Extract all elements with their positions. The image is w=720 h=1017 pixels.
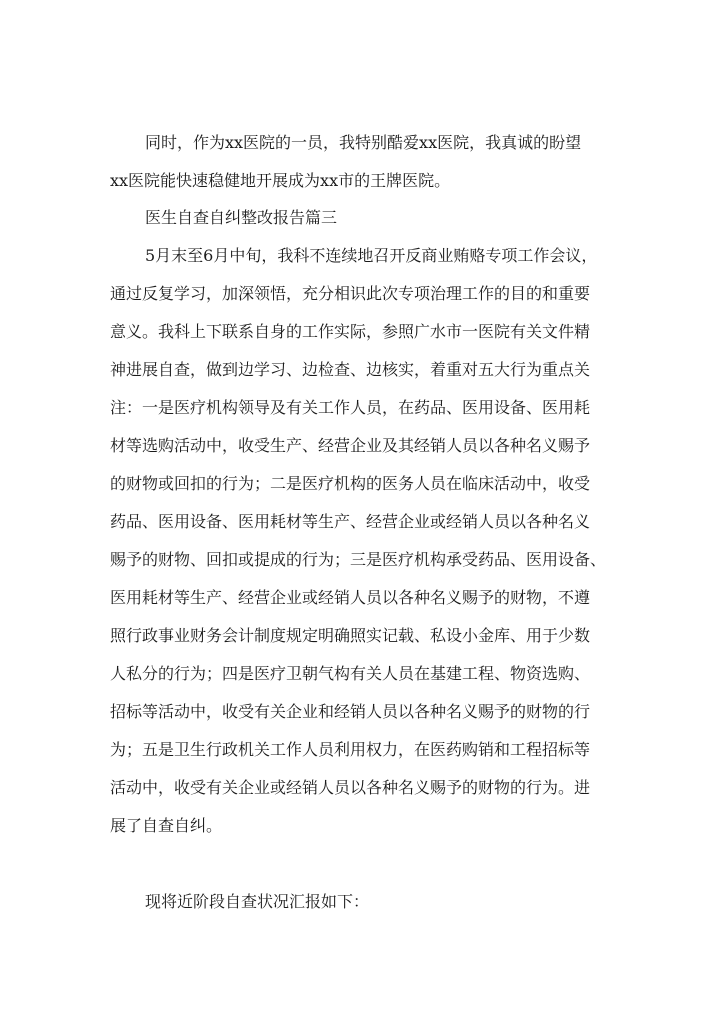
line-text: 药品、医用设备、医用耗材等生产、经营企业或经销人员以各种名义 [110,512,591,531]
heading-text: 医生自查自纠整改报告篇三 [145,208,338,227]
line-text: 神进展自查，做到边学习、边检查、边核实，着重对五大行为重点关 [110,360,591,379]
line-text: 同时，作为xx医院的一员，我特别酷爱xx医院，我真诚的盼望 [145,133,582,152]
line-text: 照行政事业财务会计制度规定明确照实记载、私设小金库、用于少数 [110,626,591,645]
line-text: 通过反复学习，加深领悟，充分相识此次专项治理工作的目的和重要 [110,284,591,303]
line-text: 意义。我科上下联系自身的工作实际，参照广水市一医院有关文件精 [110,322,591,341]
line-text: 赐予的财物、回扣或提成的行为；三是医疗机构承受药品、医用设备、 [110,550,607,569]
line-text: 人私分的行为；四是医疗卫朝气构有关人员在基建工程、物资选购、 [110,664,591,683]
line-text: 为；五是卫生行政机关工作人员利用权力，在医药购销和工程招标等 [110,740,591,759]
line-text: 展了自查自纠。 [110,816,223,835]
line-text: 注：一是医疗机构领导及有关工作人员，在药品、医用设备、医用耗 [110,398,591,417]
line-text: 材等选购活动中，收受生产、经营企业及其经销人员以各种名义赐予 [110,436,591,455]
line-text: 医用耗材等生产、经营企业或经销人员以各种名义赐予的财物，不遵 [110,588,591,607]
line-text: xx医院能快速稳健地开展成为xx市的王牌医院。 [110,171,451,190]
line-text: 5月末至6月中旬，我科不连续地召开反商业贿赂专项工作会议， [145,246,598,265]
line-text: 现将近阶段自查状况汇报如下： [145,892,370,911]
line-text: 活动中，收受有关企业或经销人员以各种名义赐予的财物的行为。进 [110,778,591,797]
line-text: 招标等活动中，收受有关企业和经销人员以各种名义赐予的财物的行 [110,702,591,721]
line-text: 的财物或回扣的行为；二是医疗机构的医务人员在临床活动中，收受 [110,474,591,493]
